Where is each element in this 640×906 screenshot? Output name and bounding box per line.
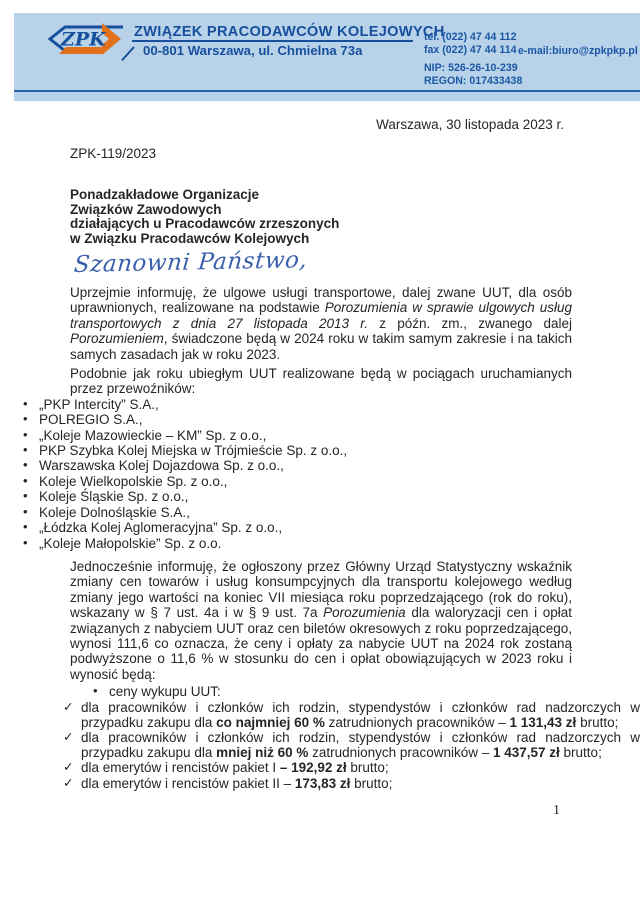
list-item — [0, 536, 640, 551]
addressee-line: Związków Zawodowych — [70, 201, 222, 217]
list-item — [0, 474, 640, 489]
letterhead-rule — [14, 90, 640, 92]
org-name: ZWIĄZEK PRACODAWCÓW KOLEJOWYCH — [134, 24, 445, 40]
carrier-name: Koleje Dolnośląskie S.A., — [39, 504, 190, 520]
price-item-text: dla emerytów i rencistów pakiet II – 173,83 zł brutto; — [81, 775, 393, 791]
addressee-line: w Związku Pracodawców Kolejowych — [70, 231, 310, 247]
check-icon: ✓ — [63, 699, 74, 714]
zpk-logo — [42, 22, 130, 56]
list-item — [0, 458, 640, 473]
page-number: 1 — [553, 802, 560, 818]
carrier-name: PKP Szybka Kolej Miejska w Trójmieście Sp. z o.o., — [39, 443, 348, 459]
carrier-name: „Łódzka Kolej Aglomeracyjna” Sp. z o.o., — [39, 520, 283, 536]
list-item — [0, 397, 640, 412]
price-item-text: dla pracowników i członków ich rodzin, stypendystów i członków rad nadzorczych w przypadku zakupu dla mniej niż 60 % zatrudnionych pracowników – 1 437,57 zł brutto; — [81, 729, 640, 761]
carriers-list — [0, 397, 640, 551]
carrier-name: „Koleje Mazowieckie – KM” Sp. z o.o., — [39, 427, 267, 443]
email-address: e-mail:biuro@zpkpkp.pl — [518, 45, 638, 57]
price-item-text: dla pracowników i członków ich rodzin, stypendystów i członków rad nadzorczych w przypadku zakupu dla co najmniej 60 % zatrudnionych pracowników – 1 131,43 zł brutto; — [81, 699, 640, 730]
carrier-name: Koleje Śląskie Sp. z o.o., — [39, 489, 189, 505]
fax-number: fax (022) 47 44 114 — [424, 44, 517, 56]
price-items-list — [0, 700, 640, 791]
uut-prices-lead — [70, 684, 572, 699]
regon-number: REGON: 017433438 — [424, 75, 523, 87]
bullet-icon: • — [23, 534, 28, 550]
letter-body — [0, 101, 640, 818]
lead-bullet-text: ceny wykupu UUT: — [109, 684, 221, 700]
logo-text: ZPK — [61, 28, 106, 51]
reference-number: ZPK-119/2023 — [70, 146, 157, 162]
paragraph-gus-index: Jednocześnie informuję, że ogłoszony przez Główny Urząd Statystyczny wskaźnik zmiany cen towarów i usług konsumpcyjnych dla transportu kolejowego według zmiany jego wartości na koniec VII miesiąca roku poprzedzającego (rok do roku), wskazany w § 7 ust. 4a i w § 9 ust. 7a Porozumienia dla waloryzacji cen i opłat związanych z nabyciem UUT oraz cen biletów okresowych z roku poprzedzającego, wynosi 111,6 co oznacza, że ceny i opłaty za nabycie UUT na 2024 rok zostaną podwyższone o 11,6 % w stosunku do cen i opłat obowiązujących w 2023 roku i wynosić będą: — [70, 558, 572, 682]
bullet-icon: • — [93, 683, 98, 699]
list-item — [0, 505, 640, 520]
letterhead-band — [14, 13, 640, 101]
org-address: 00-801 Warszawa, ul. Chmielna 73a — [143, 43, 363, 58]
check-icon: ✓ — [63, 760, 74, 775]
list-item — [0, 443, 640, 458]
paragraph-carriers-intro: Podobnie jak roku ubiegłym UUT realizowane będą w pociągach uruchamianych przez przewoźników: — [70, 366, 572, 397]
org-name-underline — [132, 40, 413, 42]
bullet-icon: • — [23, 472, 28, 488]
addressee-block — [70, 188, 572, 247]
phone-number: tel. (022) 47 44 112 — [424, 31, 517, 43]
carrier-name: POLREGIO S.A., — [39, 412, 143, 428]
bullet-icon: • — [23, 488, 28, 504]
check-icon: ✓ — [63, 729, 74, 744]
bullet-icon: • — [23, 457, 28, 473]
bullet-icon: • — [23, 426, 28, 442]
list-item — [0, 428, 640, 443]
list-item — [0, 520, 640, 535]
dateline: Warszawa, 30 listopada 2023 r. — [376, 117, 564, 132]
carrier-name: Warszawska Kolej Dojazdowa Sp. z o.o., — [39, 458, 284, 474]
bullet-icon: • — [23, 503, 28, 519]
list-item — [0, 412, 640, 427]
carrier-name: „PKP Intercity” S.A., — [39, 396, 159, 412]
carrier-name: Koleje Wielkopolskie Sp. z o.o., — [39, 473, 228, 489]
addressee-line: działających u Pracodawców zrzeszonych — [70, 216, 340, 232]
list-item — [0, 776, 640, 791]
handwritten-salutation: Szanowni Państwo, — [72, 247, 309, 278]
bullet-icon: • — [23, 519, 28, 535]
nip-number: NIP: 526-26-10-239 — [424, 62, 518, 74]
list-item — [0, 760, 640, 775]
addressee-line: Ponadzakładowe Organizacje — [70, 186, 260, 202]
list-item — [0, 730, 640, 760]
carrier-name: „Koleje Małopolskie” Sp. z o.o. — [39, 535, 222, 551]
bullet-icon: • — [23, 395, 28, 411]
bullet-icon: • — [23, 442, 28, 458]
bullet-icon: • — [23, 411, 28, 427]
price-item-text: dla emerytów i rencistów pakiet I – 192,92 zł brutto; — [81, 760, 389, 776]
paragraph-uut-intro: Uprzejmie informuję, że ulgowe usługi transportowe, dalej zwane UUT, dla osób uprawnionych, realizowane na podstawie Porozumienia w sprawie ulgowych usług transportowych z dnia 27 listopada 2013 r. z późn. zm., zwanego dalej Porozumieniem, świadczone będą w 2024 roku w takim samym zakresie i na takich samych zasadach jak w roku 2023. — [70, 285, 572, 362]
list-item — [0, 700, 640, 730]
check-icon: ✓ — [63, 775, 74, 790]
list-item — [0, 489, 640, 504]
